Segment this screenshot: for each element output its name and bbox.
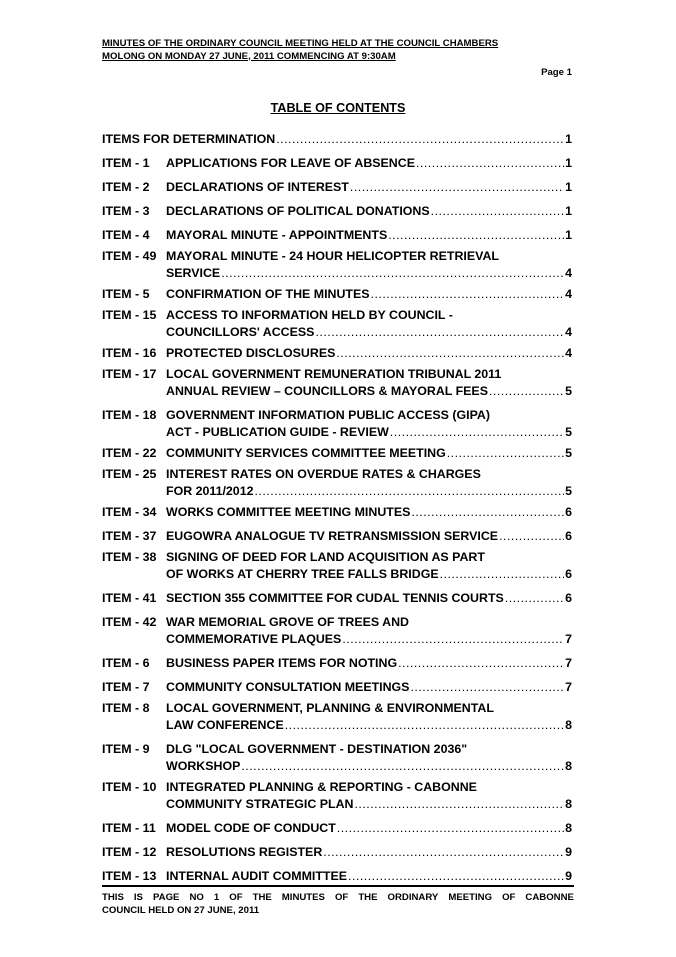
- toc-leader-dots: [254, 483, 564, 500]
- toc-item-title: ACT - PUBLICATION GUIDE - REVIEW: [166, 425, 389, 439]
- toc-page-number: 7: [565, 656, 572, 670]
- toc-item-number: ITEM - 49: [102, 249, 157, 263]
- toc-leader-dots: [315, 324, 564, 341]
- toc-title: TABLE OF CONTENTS: [270, 101, 406, 115]
- toc-page-number: 4: [565, 325, 572, 339]
- toc-item-title: DECLARATIONS OF POLITICAL DONATIONS: [166, 204, 430, 218]
- toc-item-number: ITEM - 9: [102, 742, 150, 756]
- toc-page-number: 5: [565, 384, 572, 398]
- toc-item-title: INTEREST RATES ON OVERDUE RATES & CHARGES: [166, 467, 481, 481]
- page-header: [102, 38, 574, 63]
- footer-word: NO: [189, 892, 204, 903]
- toc-leader-dots: [348, 868, 564, 885]
- toc-item-number: ITEM - 22: [102, 446, 157, 460]
- toc-page-number: 8: [565, 821, 572, 835]
- toc-entry: [102, 248, 572, 282]
- toc-item-number: ITEM - 10: [102, 780, 157, 794]
- toc-entry-line: [102, 366, 572, 383]
- toc-entry-line: [102, 179, 572, 196]
- toc-entry-line: [102, 227, 572, 244]
- toc-entry: [102, 179, 572, 196]
- toc-entry: [102, 820, 572, 837]
- footer-word: CABONNE: [525, 892, 574, 903]
- toc-entry-line: [102, 203, 572, 220]
- footer-word: ORDINARY: [387, 892, 439, 903]
- toc-leader-dots: [447, 445, 564, 462]
- toc-item-title: COMMUNITY SERVICES COMMITTEE MEETING: [166, 446, 446, 460]
- toc-leader-dots: [336, 345, 564, 362]
- toc-item-number: ITEM - 5: [102, 287, 150, 301]
- toc-page-number: 7: [565, 680, 572, 694]
- toc-entry-line: [102, 700, 572, 717]
- toc-item-number: ITEM - 25: [102, 467, 157, 481]
- toc-item-number: ITEM - 42: [102, 615, 157, 629]
- toc-item-title: LOCAL GOVERNMENT, PLANNING & ENVIRONMENTAL: [166, 701, 494, 715]
- toc-item-title: DECLARATIONS OF INTEREST: [166, 180, 349, 194]
- toc-item-title: RESOLUTIONS REGISTER: [166, 845, 323, 859]
- toc-entry-line: [102, 131, 572, 148]
- footer-word: THE: [358, 892, 378, 903]
- toc-entry-line: [102, 324, 572, 341]
- toc-item-title: ANNUAL REVIEW – COUNCILLORS & MAYORAL FEES: [166, 384, 488, 398]
- toc-entry-line: [102, 528, 572, 545]
- toc-entry-line: [102, 717, 572, 734]
- toc-leader-dots: [323, 844, 564, 861]
- toc-entry: [102, 549, 572, 583]
- toc-entry: [102, 286, 572, 303]
- toc-item-title: COMMUNITY CONSULTATION MEETINGS: [166, 680, 410, 694]
- toc-entry: [102, 155, 572, 172]
- toc-item-title: GOVERNMENT INFORMATION PUBLIC ACCESS (GIPA): [166, 408, 490, 422]
- toc-item-number: ITEM - 4: [102, 228, 150, 242]
- toc-entry: [102, 445, 572, 462]
- toc-page-number: 4: [565, 266, 572, 280]
- toc-page-number: 8: [565, 759, 572, 773]
- header-line-2: MOLONG ON MONDAY 27 JUNE, 2011 COMMENCING AT 9:30AM: [102, 50, 396, 62]
- toc-item-title: WORKSHOP: [166, 759, 241, 773]
- footer-word: IS: [133, 892, 143, 903]
- toc-page-number: 6: [565, 567, 572, 581]
- toc-entry: [102, 614, 572, 648]
- toc-item-title: SECTION 355 COMMITTEE FOR CUDAL TENNIS COURTS: [166, 591, 504, 605]
- footer-word: OF: [334, 892, 349, 903]
- page-footer: [102, 891, 574, 917]
- toc-entry: [102, 779, 572, 813]
- footer-word: OF: [502, 892, 516, 903]
- footer-word: MINUTES: [281, 892, 325, 903]
- toc-entry-line: [102, 631, 572, 648]
- toc-entry-line: [102, 779, 572, 796]
- toc-item-title: OF WORKS AT CHERRY TREE FALLS BRIDGE: [166, 567, 439, 581]
- footer-divider: [102, 885, 574, 887]
- toc-page-number: 1: [565, 180, 572, 194]
- toc-page-number: 1: [565, 156, 572, 170]
- toc-item-title: WORKS COMMITTEE MEETING MINUTES: [166, 505, 411, 519]
- toc-entry-line: [102, 383, 572, 400]
- footer-word: MEETING: [448, 892, 493, 903]
- toc-item-title: MAYORAL MINUTE - APPOINTMENTS: [166, 228, 388, 242]
- footer-word: 1: [213, 892, 220, 903]
- footer-word: OF: [229, 892, 243, 903]
- toc-entry: [102, 741, 572, 775]
- toc-entry: [102, 307, 572, 341]
- toc-entry-line: [102, 248, 572, 265]
- toc-item-number: ITEM - 12: [102, 845, 157, 859]
- toc-item-number: ITEM - 37: [102, 529, 157, 543]
- toc-item-title: DLG "LOCAL GOVERNMENT - DESTINATION 2036": [166, 742, 468, 756]
- toc-entry: [102, 366, 572, 400]
- toc-item-title: INTEGRATED PLANNING & REPORTING - CABONNE: [166, 780, 477, 794]
- toc-entry-line: [102, 155, 572, 172]
- toc-entry-line: [102, 566, 572, 583]
- toc-entry-line: [102, 614, 572, 631]
- toc-entry-line: [102, 679, 572, 696]
- toc-entry: [102, 203, 572, 220]
- toc-item-number: ITEM - 3: [102, 204, 150, 218]
- toc-page-number: 1: [565, 204, 572, 218]
- toc-entry: [102, 655, 572, 672]
- toc-item-title: WAR MEMORIAL GROVE OF TREES AND: [166, 615, 410, 629]
- toc-leader-dots: [416, 155, 564, 172]
- toc-item-number: ITEM - 17: [102, 367, 157, 381]
- toc-leader-dots: [221, 265, 564, 282]
- toc-entry-line: [102, 424, 572, 441]
- toc-item-number: ITEM - 41: [102, 591, 157, 605]
- footer-word: THIS: [102, 892, 124, 903]
- toc-page-number: 5: [565, 446, 572, 460]
- toc-entry: [102, 466, 572, 500]
- toc-leader-dots: [337, 820, 564, 837]
- toc-item-title: COUNCILLORS' ACCESS: [166, 325, 315, 339]
- toc-item-title: ACCESS TO INFORMATION HELD BY COUNCIL -: [166, 308, 453, 322]
- toc-entry-line: [102, 345, 572, 362]
- footer-line-2: COUNCIL HELD ON 27 JUNE, 2011: [102, 905, 260, 916]
- toc-item-number: ITEM - 16: [102, 346, 157, 360]
- toc-leader-dots: [354, 796, 564, 813]
- toc-leader-dots: [371, 286, 565, 303]
- toc-entry-line: [102, 407, 572, 424]
- toc-item-title: APPLICATIONS FOR LEAVE OF ABSENCE: [166, 156, 415, 170]
- toc-item-number: ITEM - 2: [102, 180, 150, 194]
- toc-entry: [102, 528, 572, 545]
- toc-leader-dots: [285, 717, 564, 734]
- header-line-1: MINUTES OF THE ORDINARY COUNCIL MEETING HELD AT THE COUNCIL CHAMBERS: [102, 38, 499, 49]
- toc-item-number: ITEM - 6: [102, 656, 150, 670]
- toc-entry-line: [102, 483, 572, 500]
- footer-word: PAGE: [152, 892, 180, 903]
- toc-item-title: SIGNING OF DEED FOR LAND ACQUISITION AS PART: [166, 550, 485, 564]
- toc-leader-dots: [276, 131, 564, 148]
- toc-leader-dots: [398, 655, 564, 672]
- toc-entry: [102, 679, 572, 696]
- toc-entry-line: [102, 844, 572, 861]
- toc-leader-dots: [241, 758, 564, 775]
- toc-entry-line: [102, 504, 572, 521]
- toc-entry-line: [102, 868, 572, 885]
- toc-item-number: ITEM - 15: [102, 308, 157, 322]
- toc-item-title: CONFIRMATION OF THE MINUTES: [166, 287, 370, 301]
- toc-page-number: 5: [565, 484, 572, 498]
- toc-item-title: LAW CONFERENCE: [166, 718, 284, 732]
- toc-page-number: 1: [565, 228, 572, 242]
- toc-entry: [102, 407, 572, 441]
- toc-entry: [102, 844, 572, 861]
- toc-page-number: 6: [565, 529, 572, 543]
- toc-page-number: 7: [565, 632, 572, 646]
- toc-item-number: ITEM - 13: [102, 869, 157, 883]
- toc-leader-dots: [342, 631, 564, 648]
- toc-leader-dots: [505, 590, 564, 607]
- toc-entry-line: [102, 286, 572, 303]
- toc-page-number: 8: [565, 797, 572, 811]
- toc-item-number: ITEM - 1: [102, 156, 150, 170]
- toc-entry-line: [102, 655, 572, 672]
- toc-entry: [102, 504, 572, 521]
- toc-leader-dots: [390, 424, 564, 441]
- toc-entry-line: [102, 549, 572, 566]
- toc-item-number: ITEM - 34: [102, 505, 157, 519]
- toc-page-number: 9: [565, 845, 572, 859]
- footer-word: THE: [252, 892, 272, 903]
- toc-item-title: BUSINESS PAPER ITEMS FOR NOTING: [166, 656, 398, 670]
- toc-item-number: ITEM - 11: [102, 821, 156, 835]
- toc-entry-line: [102, 796, 572, 813]
- toc-item-number: ITEM - 38: [102, 550, 157, 564]
- footer-line-1: [102, 891, 574, 904]
- toc-leader-dots: [350, 179, 564, 196]
- toc-item-number: ITEM - 8: [102, 701, 150, 715]
- toc-entry: [102, 131, 572, 148]
- toc-entry: [102, 868, 572, 885]
- toc-entry: [102, 590, 572, 607]
- toc-entry-line: [102, 590, 572, 607]
- toc-page-number: 6: [565, 505, 572, 519]
- toc-leader-dots: [411, 504, 564, 521]
- toc-entry-line: [102, 307, 572, 324]
- toc-leader-dots: [410, 679, 564, 696]
- toc-leader-dots: [440, 566, 564, 583]
- toc-entry-line: [102, 466, 572, 483]
- toc-entry-line: [102, 265, 572, 282]
- toc-leader-dots: [489, 383, 564, 400]
- toc-item-title: EUGOWRA ANALOGUE TV RETRANSMISSION SERVICE: [166, 529, 499, 543]
- toc-entry-line: [102, 445, 572, 462]
- toc-leader-dots: [388, 227, 564, 244]
- toc-page-number: 4: [565, 346, 572, 360]
- toc-page-number: 1: [565, 132, 572, 146]
- toc-entry: [102, 345, 572, 362]
- toc-item-number: ITEM - 18: [102, 408, 157, 422]
- toc-item-title: PROTECTED DISCLOSURES: [166, 346, 336, 360]
- toc-item-title: MAYORAL MINUTE - 24 HOUR HELICOPTER RETRIEVAL: [166, 249, 499, 263]
- toc-item-title: INTERNAL AUDIT COMMITTEE: [166, 869, 348, 883]
- page-number: Page 1: [541, 67, 572, 78]
- toc-entry-line: [102, 758, 572, 775]
- toc-item-number: ITEM - 7: [102, 680, 150, 694]
- toc-item-title: ITEMS FOR DETERMINATION: [102, 132, 276, 146]
- toc-page-number: 9: [565, 869, 572, 883]
- toc-item-title: COMMEMORATIVE PLAQUES: [166, 632, 342, 646]
- toc-entry: [102, 227, 572, 244]
- toc-item-title: MODEL CODE OF CONDUCT: [166, 821, 336, 835]
- toc-item-title: LOCAL GOVERNMENT REMUNERATION TRIBUNAL 2011: [166, 367, 502, 381]
- toc-page-number: 8: [565, 718, 572, 732]
- toc-item-title: SERVICE: [166, 266, 221, 280]
- toc-page-number: 5: [565, 425, 572, 439]
- toc-entry: [102, 700, 572, 734]
- toc-entry-line: [102, 741, 572, 758]
- toc-item-title: FOR 2011/2012: [166, 484, 254, 498]
- toc-leader-dots: [499, 528, 564, 545]
- toc-item-title: COMMUNITY STRATEGIC PLAN: [166, 797, 354, 811]
- toc-page-number: 4: [565, 287, 572, 301]
- toc-leader-dots: [431, 203, 564, 220]
- toc-page-number: 6: [565, 591, 572, 605]
- toc-entry-line: [102, 820, 572, 837]
